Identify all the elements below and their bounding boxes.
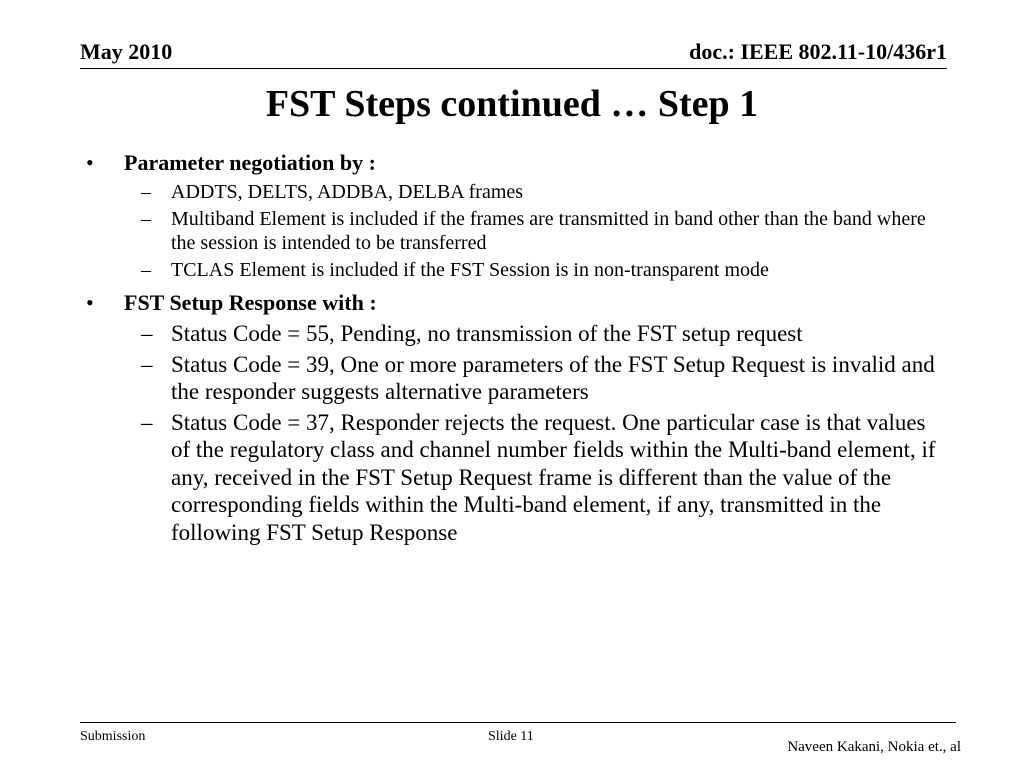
sub-bullet-text: Multiband Element is included if the frames are transmitted in band other than the band where the session is intended to be transferred	[171, 208, 926, 254]
footer-author: Naveen Kakani, Nokia et., al	[787, 739, 961, 755]
sub-bullet-item	[86, 180, 946, 204]
sub-bullet-item	[86, 258, 946, 282]
sub-bullet-text: Status Code = 55, Pending, no transmission of the FST setup request	[171, 321, 803, 346]
bullet-item	[86, 289, 946, 317]
sub-bullet-text: TCLAS Element is included if the FST Session is in non-transparent mode	[171, 259, 769, 281]
sub-bullet-dash: –	[141, 181, 151, 203]
bullet-dot: •	[86, 150, 94, 175]
sub-bullet-item	[86, 320, 946, 348]
footer-slide-number: Slide 11	[488, 729, 534, 744]
sub-bullet-dash: –	[141, 259, 151, 281]
header-doc-id: doc.: IEEE 802.11-10/436r1	[689, 39, 947, 64]
sub-bullet-item	[86, 409, 946, 547]
bullet-text: Parameter negotiation by :	[124, 150, 376, 175]
header-divider	[80, 68, 947, 69]
slide-body	[86, 145, 946, 546]
sub-bullet-dash: –	[141, 208, 151, 230]
slide-title: FST Steps continued … Step 1	[265, 83, 759, 125]
header-date: May 2010	[80, 39, 173, 64]
sub-bullet-text: Status Code = 39, One or more parameters of the FST Setup Request is invalid and the responder suggests alternative parameters	[171, 351, 935, 404]
footer-submission: Submission	[80, 729, 146, 744]
sub-bullet-text: Status Code = 37, Responder rejects the request. One particular case is that values of the regulatory class and channel number fields within the Multi-band element, if any, received in the FST Setup Request frame is different than the value of the corresponding fields within the Multi-band element, if any, transmitted in the following FST Setup Response	[171, 409, 936, 545]
sub-bullet-dash: –	[141, 321, 153, 346]
sub-bullet-dash: –	[141, 351, 153, 377]
bullet-text: FST Setup Response with :	[124, 290, 377, 315]
sub-bullet-item	[86, 207, 946, 255]
footer-divider	[80, 722, 956, 723]
bullet-dot: •	[86, 290, 94, 315]
bullet-item	[86, 149, 946, 177]
sub-bullet-text: ADDTS, DELTS, ADDBA, DELBA frames	[171, 181, 524, 203]
sub-bullet-dash: –	[141, 409, 153, 435]
sub-bullet-item	[86, 351, 946, 406]
